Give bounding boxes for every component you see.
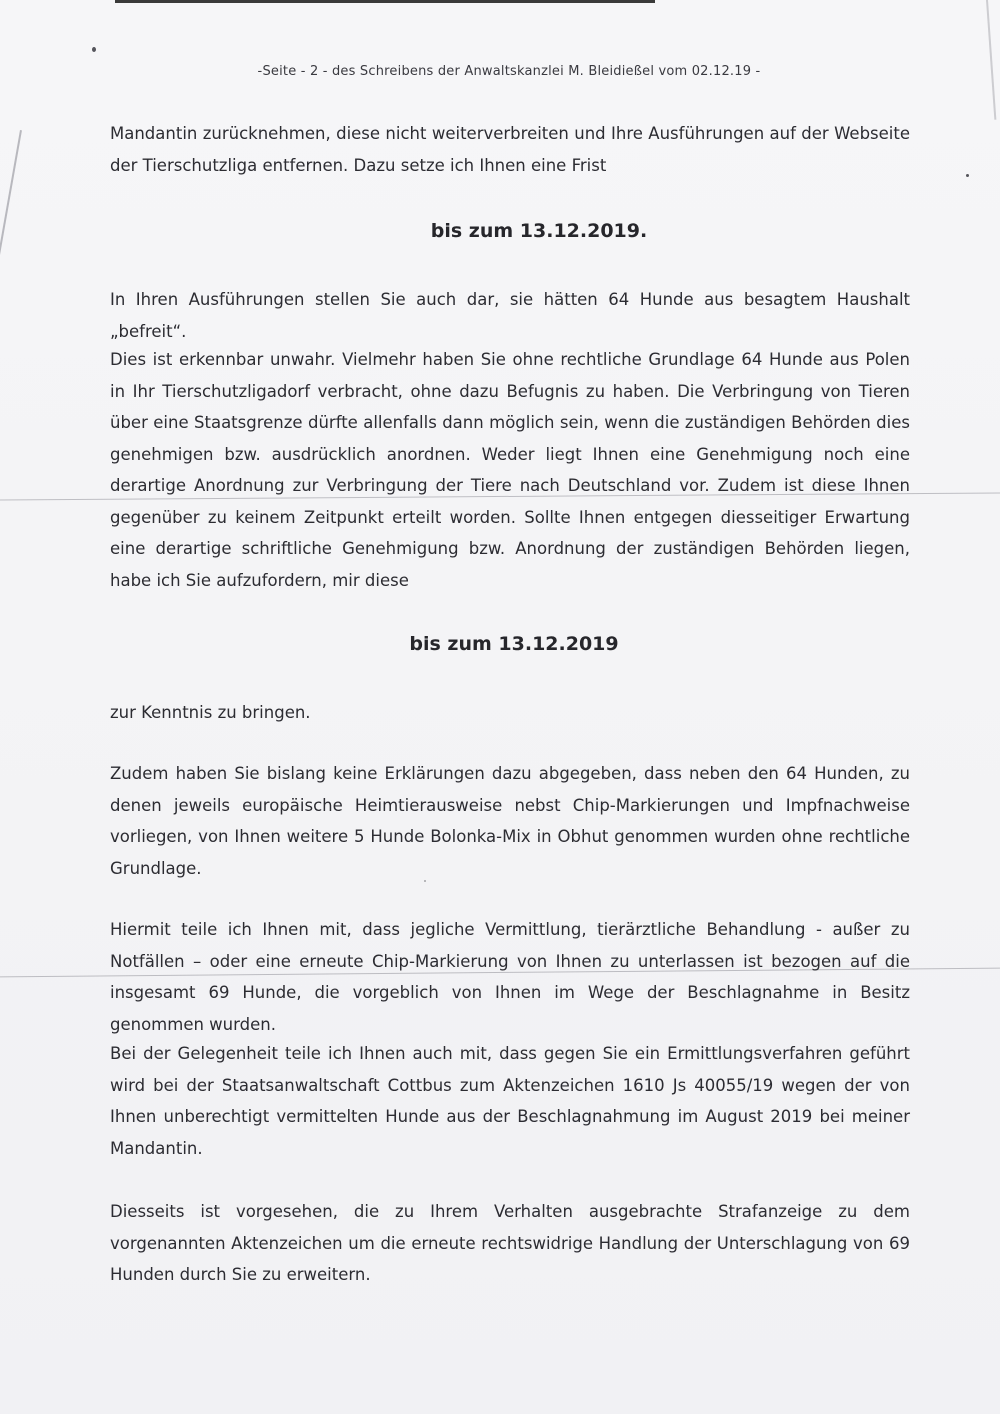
paragraph-5: Zudem haben Sie bislang keine Erklärungen dazu abgegeben, dass neben den 64 Hunden, zu denen jeweils europäische Heimtierausweise nebst Chip-Markierungen und Impfnachweise vorliegen, von Ihnen weitere 5 Hunde Bolonka-Mix in Obhut genommen wurden ohne rechtliche Grundlage.: [110, 764, 910, 878]
paragraph-8: Diesseits ist vorgesehen, die zu Ihrem Verhalten ausgebrachte Strafanzeige zu dem vorgenannten Aktenzeichen um die erneute rechtswidrige Handlung der Unterschlagung von 69 Hunden durch Sie zu erweitern.: [110, 1202, 910, 1284]
paragraph-1: Mandantin zurücknehmen, diese nicht weiterverbreiten und Ihre Ausführungen auf der Webseite der Tierschutzliga entfernen. Dazu setze ich Ihnen eine Frist: [110, 124, 910, 175]
paragraph-7: Bei der Gelegenheit teile ich Ihnen auch mit, dass gegen Sie ein Ermittlungsverfahren geführt wird bei der Staatsanwaltschaft Cottbus zum Aktenzeichen 1610 Js 40055/19 wegen der von Ihnen unberechtigt vermittelten Hunde aus der Beschlagnahmung im August 2019 bei meiner Mandantin.: [110, 1044, 910, 1158]
scan-speck: [966, 174, 969, 177]
paragraph-4: zur Kenntnis zu bringen.: [110, 703, 311, 722]
paragraph-2: In Ihren Ausführungen stellen Sie auch dar, sie hätten 64 Hunde aus besagtem Haushalt „befreit“.: [110, 290, 910, 341]
scan-speck: [92, 47, 96, 52]
page-header: -Seite - 2 - des Schreibens der Anwaltskanzlei M. Bleidießel vom 02.12.19 -: [257, 64, 761, 79]
deadline-1: bis zum 13.12.2019.: [430, 220, 648, 242]
deadline-2: bis zum 13.12.2019: [409, 633, 619, 655]
paragraph-6: Hiermit teile ich Ihnen mit, dass jegliche Vermittlung, tierärztliche Behandlung - außer zu Notfällen – oder eine erneute Chip-Markierung von Ihnen zu unterlassen ist bezogen auf die insgesamt 69 Hunde, die vorgeblich von Ihnen im Wege der Beschlagnahme in Besitz genommen wurden.: [110, 920, 910, 1034]
page-top-edge: [115, 0, 655, 3]
paragraph-3: Dies ist erkennbar unwahr. Vielmehr haben Sie ohne rechtliche Grundlage 64 Hunde aus Polen in Ihr Tierschutzligadorf verbracht, ohne dazu Befugnis zu haben. Die Verbringung von Tieren über eine Staatsgrenze dürfte allenfalls dann möglich sein, wenn die zuständigen Behörden dies genehmigen bzw. ausdrücklich anordnen. Weder liegt Ihnen eine Genehmigung noch eine derartige Anordnung zur Verbringung der Tiere nach Deutschland vor. Zudem ist diese Ihnen gegenüber zu keinem Zeitpunkt erteilt worden. Sollte Ihnen entgegen diesseitiger Erwartung eine derartige schriftliche Genehmigung bzw. Anordnung der zuständigen Behörden liegen, habe ich Sie aufzufordern, mir diese: [110, 350, 910, 590]
right-edge-mark: [986, 0, 996, 120]
left-edge-shadow: [0, 130, 22, 278]
